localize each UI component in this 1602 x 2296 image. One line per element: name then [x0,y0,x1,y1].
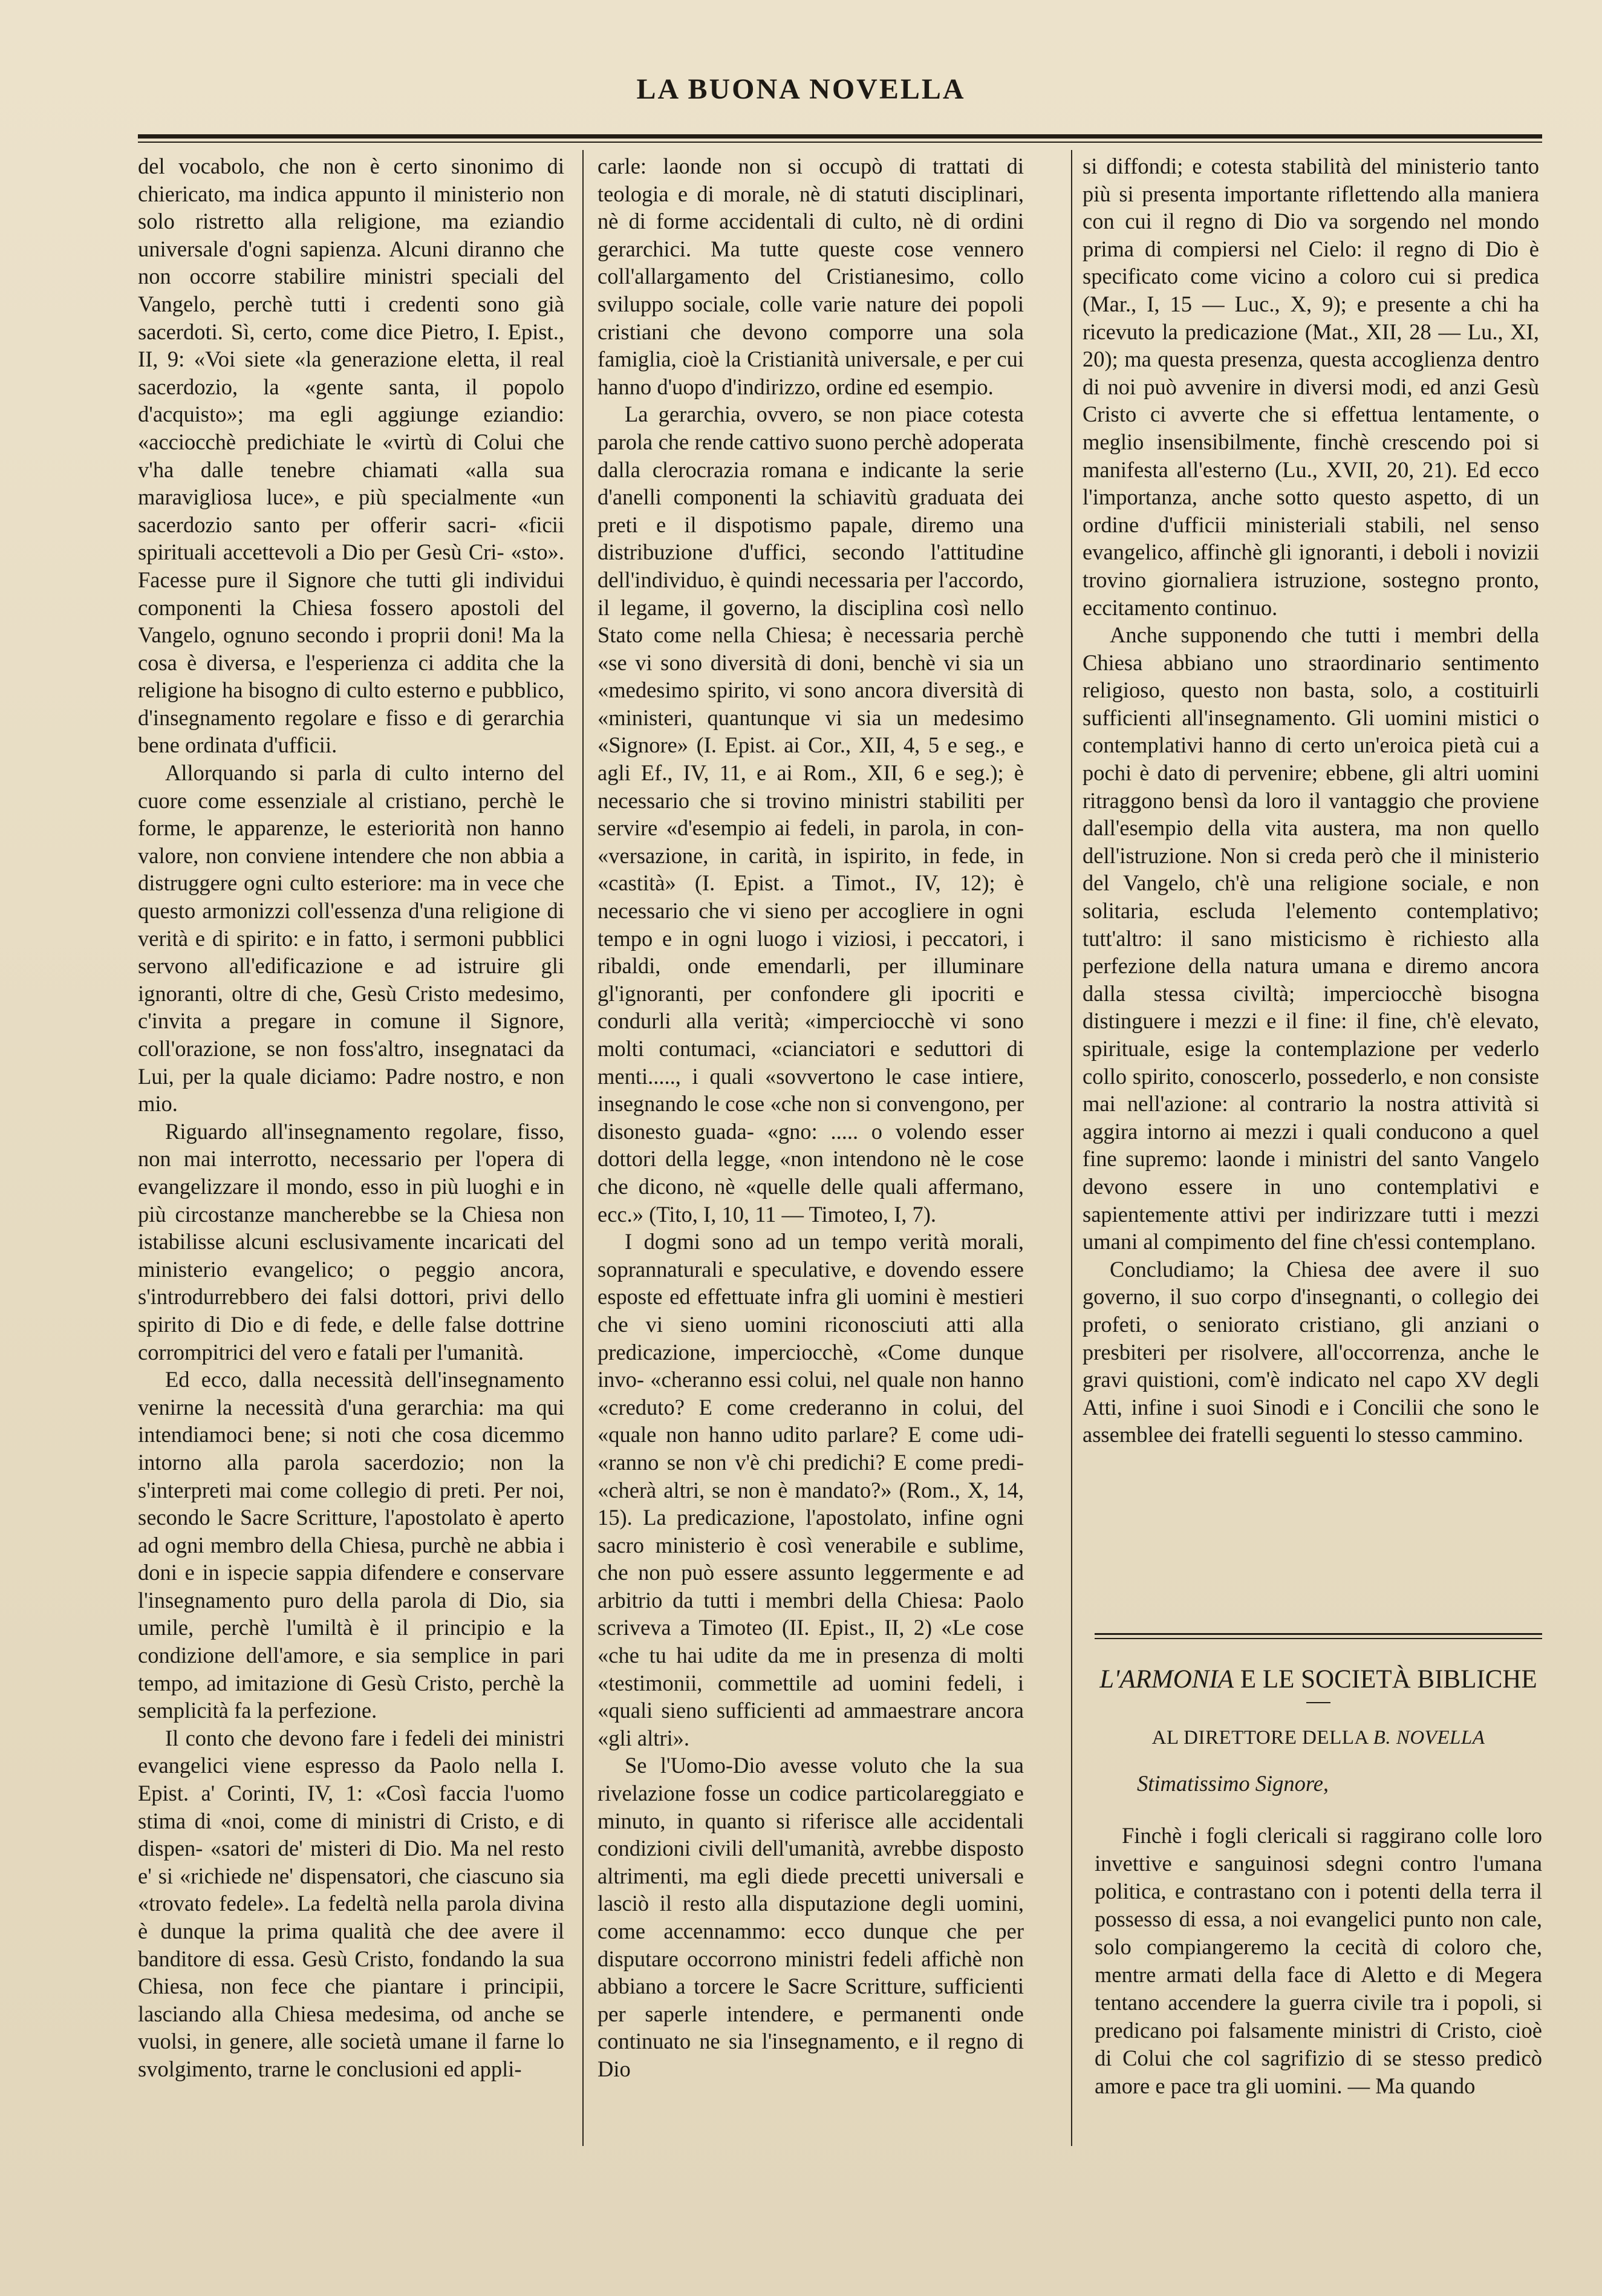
section-rule [1095,1638,1542,1639]
paragraph: La gerarchia, ovvero, se non piace cotesta parola che rende cattivo suono perchè adoperata dalla clerocrazia romana e indicante la serie d'anelli componenti la schiavitù graduata dei preti e il dispotismo papale, diremo una distribuzione d'uffici, secondo l'attitudine dell'individuo, è quindi necessaria per l'accordo, il legame, il governo, la disciplina così nello Stato come nella Chiesa; è necessaria perchè «se vi sono diversità di doni, benchè vi sia un «medesimo spirito, vi sono ancora diversità di «ministeri, quantunque vi sia un medesimo «Signore» (I. Epist. ai Cor., XII, 4, 5 e seg., e agli Ef., IV, 11, e ai Rom., XII, 6 e seg.); è necessario che si trovino ministri stabiliti per servire «d'esempio ai fedeli, in parola, in con- «versazione, in carità, in ispirito, in fede, in «castità» (I. Epist. a Timot., IV, 12); è necessario che vi sieno per accogliere in ogni tempo e in ogni luogo i viziosi, i peccatori, i ribaldi, onde emendarli, per illuminare gl'ignoranti, per confondere gli ipocriti e condurli alla verità; «imperciocchè vi sono molti contumaci, «cianciatori e seduttori di menti....., i quali «sovvertono le case intiere, insegnando le cose «che non si convengono, per disonesto guada- «gno: ..... o volendo esser dottori della legge, «non intendono nè le cose che dicono, nè «quelle delle quali affermano, ecc.» (Tito, I, 10, 11 — Timoteo, I, 7). [597,402,1024,1227]
article-title-rest: E LE SOCIETÀ BIBLICHE [1234,1665,1537,1694]
column-divider [1071,150,1072,2146]
column-divider [582,150,584,2146]
paragraph: Anche supponendo che tutti i membri della Chiesa abbiano uno straordinario sentimento religioso, questo non basta, solo, a costituirli sufficienti all'insegnamento. Gli uomini mistici o contemplativi hanno di certo un'eroica pietà cui a pochi è dato di pervenire; ebbene, gli altri uomini ritraggono bensì da loro il vantaggio che proviene dall'esempio della vita austera, ma non quello dell'istruzione. Non si creda però che il ministerio del Vangelo, ch'è una religione sociale, e non solitaria, escluda l'elemento contemplativo; tutt'altro: il sano misticismo è richiesto alla perfezione della natura umana e diremo ancora dalla stessa civiltà; imperciocchè bisogna distinguere i mezzi e il fine: il fine, ch'è elevato, spirituale, esige la contemplazione per vederlo collo spirito, conoscerlo, possederlo, e non consiste mai nell'azione: al contrario la nostra attività si aggira intorno ai mezzi i quali conducono a quel fine supremo: laonde i ministri del santo Vangelo devono essere in uno contemplativi e sapientemente attivi per indirizzare tutti i mezzi umani al compimento del fine ch'essi contemplano. [1083,622,1539,1254]
paragraph: I dogmi sono ad un tempo verità morali, soprannaturali e speculative, e dovendo essere esposte ed effettuate infra gli uomini è mestieri che vi sieno uomini riconosciuti atti alla predicazione, imperciocchè, «Come dunque invo- «cheranno essi colui, nel quale non hanno «creduto? E come crederanno in colui, del «quale non hanno udito parlare? E come udi- «ranno se non v'è chi predichi? E come predi- «cherà altri, se non è mandato?» (Rom., X, 14, 15). La predicazione, l'apostolato, infine ogni sacro ministerio è così venerabile e sublime, che non può essere assunto leggermente e ad arbitrio da tutti i membri della Chiesa: Paolo scriveva a Timoteo (II. Epist., II, 2) «Le cose «che tu hai udite da me in presenza di molti «testimonii, commettile ad uomini fedeli, i «quali sieno sufficienti ad ammaestrare ancora «gli altri». [597,1229,1024,1750]
paragraph: Se l'Uomo-Dio avesse voluto che la sua rivelazione fosse un codice particolareggiato e minuto, in quanto si riferisce alle accidentali condizioni civili dell'umanità, avrebbe disposto altrimenti, ma egli diede precetti universali e lasciò il resto alla disputazione degli uomini, come accennammo: ecco dunque che per disputare occorrono ministri fedeli affichè non abbiano a torcere le Sacre Scritture, sufficienti per saperle intendere, e permanenti onde continuato ne sia l'insegnamento, e il regno di Dio [597,1753,1024,2081]
addressee-italic: B. NOVELLA [1373,1727,1485,1749]
paragraph: Ed ecco, dalla necessità dell'insegnamento venirne la necessità d'una gerarchia: ma qui intendiamoci bene; si noti che cosa dicemmo intorno alla parola sacerdozio; non la s'interpreti mai come collegio di preti. Per noi, secondo le Sacre Scritture, l'apostolato è aperto ad ogni membro della Chiesa, purchè ne abbia i doni e in ispecie sappia difendere e conservare l'insegnamento puro della parola di Dio, sia umile, perchè l'umiltà è il principio e la condizione dell'amore, e sia semplice in pari tempo, ad imitazione di Gesù Cristo, perchè la semplicità fa la perfezione. [138,1367,564,1723]
text-column-1 [138,152,564,2083]
article-armonia [1095,1665,1542,2100]
section-rule [1095,1633,1542,1635]
text-column-3 [1083,152,1539,1449]
text-column-2 [597,152,1024,2083]
article-body: Finchè i fogli clericali si raggirano colle loro invettive e sanguinosi sdegni contro l'umana politica, e contrastano con i potenti della terra il possesso di essa, a noi evangelici punto non cale, solo compiangeremo la cecità di coloro che, mentre armati della face di Aletto e di Megera tentano accendere la guerra civile tra i popoli, si predicano poi falsamente ministri di Cristo, cioè di Colui che col sagrifizio di se stesso predicò amore e pace tra gli uomini. — Ma quando [1095,1823,1542,2098]
article-addressee [1095,1724,1542,1752]
paragraph: del vocabolo, che non è certo sinonimo di chiericato, ma indica appunto il ministerio non solo ristretto alla religione, ma eziandio universale d'ogni sapienza. Alcuni diranno che non occorre stabilire ministri speciali del Vangelo, perchè tutti i credenti sono già sacerdoti. Sì, certo, come dice Pietro, I. Epist., II, 9: «Voi siete «la generazione eletta, il real sacerdozio, la «gente santa, il popolo d'acquisto»; ma egli aggiunge eziandio: «acciocchè predichiate le «virtù di Colui che v'ha dalle tenebre chiamati «alla sua maravigliosa luce», e più specialmente «un sacerdozio santo per offerir sacri- «ficii spirituali accettevoli a Dio per Gesù Cri- «sto». Facesse pure il Signore che tutti gli individui componenti la Chiesa fossero apostoli del Vangelo, ognuno secondo i proprii doni! Ma la cosa è diversa, e l'esperienza ci addita che la religione ha bisogno di culto esterno e pubblico, d'insegnamento regolare e fisso e di gerarchia bene ordinata d'ufficii. [138,154,564,758]
title-dash [1306,1702,1330,1703]
header-rule-thin [138,142,1542,143]
paragraph: Il conto che devono fare i fedeli dei ministri evangelici viene espresso da Paolo nella I. Epist. a' Corinti, IV, 1: «Così faccia l'uomo stima di «noi, come di ministri di Cristo, e di dispen- «satori de' misteri di Dio. Ma nel resto e' si «richiede ne' dispensatori, che ciascuno sia «trovato fedele». La fedeltà nella parola divina è dunque la prima qualità che dee avere il banditore di essa. Gesù Cristo, fondando la sua Chiesa, non fece che piantare i principii, lasciando alla Chiesa medesima, od anche se vuolsi, in genere, alle società umane il farne lo svolgimento, trarne le conclusioni ed appli- [138,1725,564,2081]
masthead: LA BUONA NOVELLA [636,73,966,105]
paragraph: si diffondi; e cotesta stabilità del ministerio tanto più si presenta importante riflettendo alla maniera con cui il regno di Dio va sorgendo nel mondo prima di compiersi nel Cielo: il regno di Dio è specificato come vicino a coloro cui si predica (Mar., I, 15 — Luc., X, 9); e presente a chi ha ricevuto la predicazione (Mat., XII, 28 — Lu., XI, 20); ma questa presenza, questa accoglienza dentro di noi può avvenire in diversi modi, ed anzi Gesù Cristo ci avverte che si effettua lentamente, o meglio insensibilmente, finchè crescendo poi si manifesta all'esterno (Lu., XVII, 20, 21). Ed ecco l'importanza, anche sotto questo aspetto, di un ordine d'ufficii ministeriali stabili, nel senso evangelico, affinchè gli ignoranti, i deboli i novizii trovino giornaliera istruzione, sostegno pronto, eccitamento continuo. [1083,154,1539,620]
addressee-prefix: AL DIRETTORE DELLA [1151,1727,1373,1749]
article-title-italic: L'ARMONIA [1099,1665,1234,1694]
paragraph: Allorquando si parla di culto interno del cuore come essenziale al cristiano, perchè le forme, le apparenze, le esteriorità non hanno valore, non conviene intendere che non abbia a distruggere ogni culto esteriore: ma in vece che questo armonizzi coll'essenza d'una religione di verità e di spirito: e in fatto, i sermoni pubblici servono all'edificazione e ad istruire gli ignoranti, oltre di che, Gesù Cristo medesimo, c'invita a pregare in comune il Signore, coll'orazione, se non foss'altro, insegnataci da Lui, per la quale diciamo: Padre nostro, e non mio. [138,760,564,1117]
paragraph: Concludiamo; la Chiesa dee avere il suo governo, il suo corpo d'insegnanti, o collegio dei profeti, o seniorato cristiano, gli anziani o presbiteri per risolvere, all'occorrenza, anche le gravi quistioni, com'è indicato nel capo XV degli Atti, infine i suoi Sinodi e i Concilii che sono le assemblee dei fratelli seguenti lo stesso cammino. [1083,1256,1539,1447]
article-salutation: Stimatissimo Signore, [1137,1771,1329,1796]
paragraph: Riguardo all'insegnamento regolare, fisso, non mai interrotto, necessario per l'opera di evangelizzare il mondo, esso in più luoghi e in più circostanze mancherebbe se la Chiesa non istabilisse alcuni esclusivamente incaricati del ministerio evangelico; o peggio ancora, s'introdurrebbero dei falsi dottori, privi dello spirito di Dio e di fede, e delle false dottrine corrompitrici del vero e fatali per l'umanità. [138,1118,564,1365]
article-title [1095,1665,1542,1695]
header-rule-thick [138,134,1542,139]
paragraph: carle: laonde non si occupò di trattati di teologia e di morale, nè di statuti disciplinari, nè di forme accidentali di culto, nè di ordini gerarchici. Ma tutte queste cose vennero coll'allargamento del Cristianesimo, collo sviluppo sociale, colle varie nature dei popoli cristiani che devono comporre una sola famiglia, cioè la Cristianità universale, e per cui hanno d'uopo d'indirizzo, ordine ed esempio. [597,154,1024,399]
